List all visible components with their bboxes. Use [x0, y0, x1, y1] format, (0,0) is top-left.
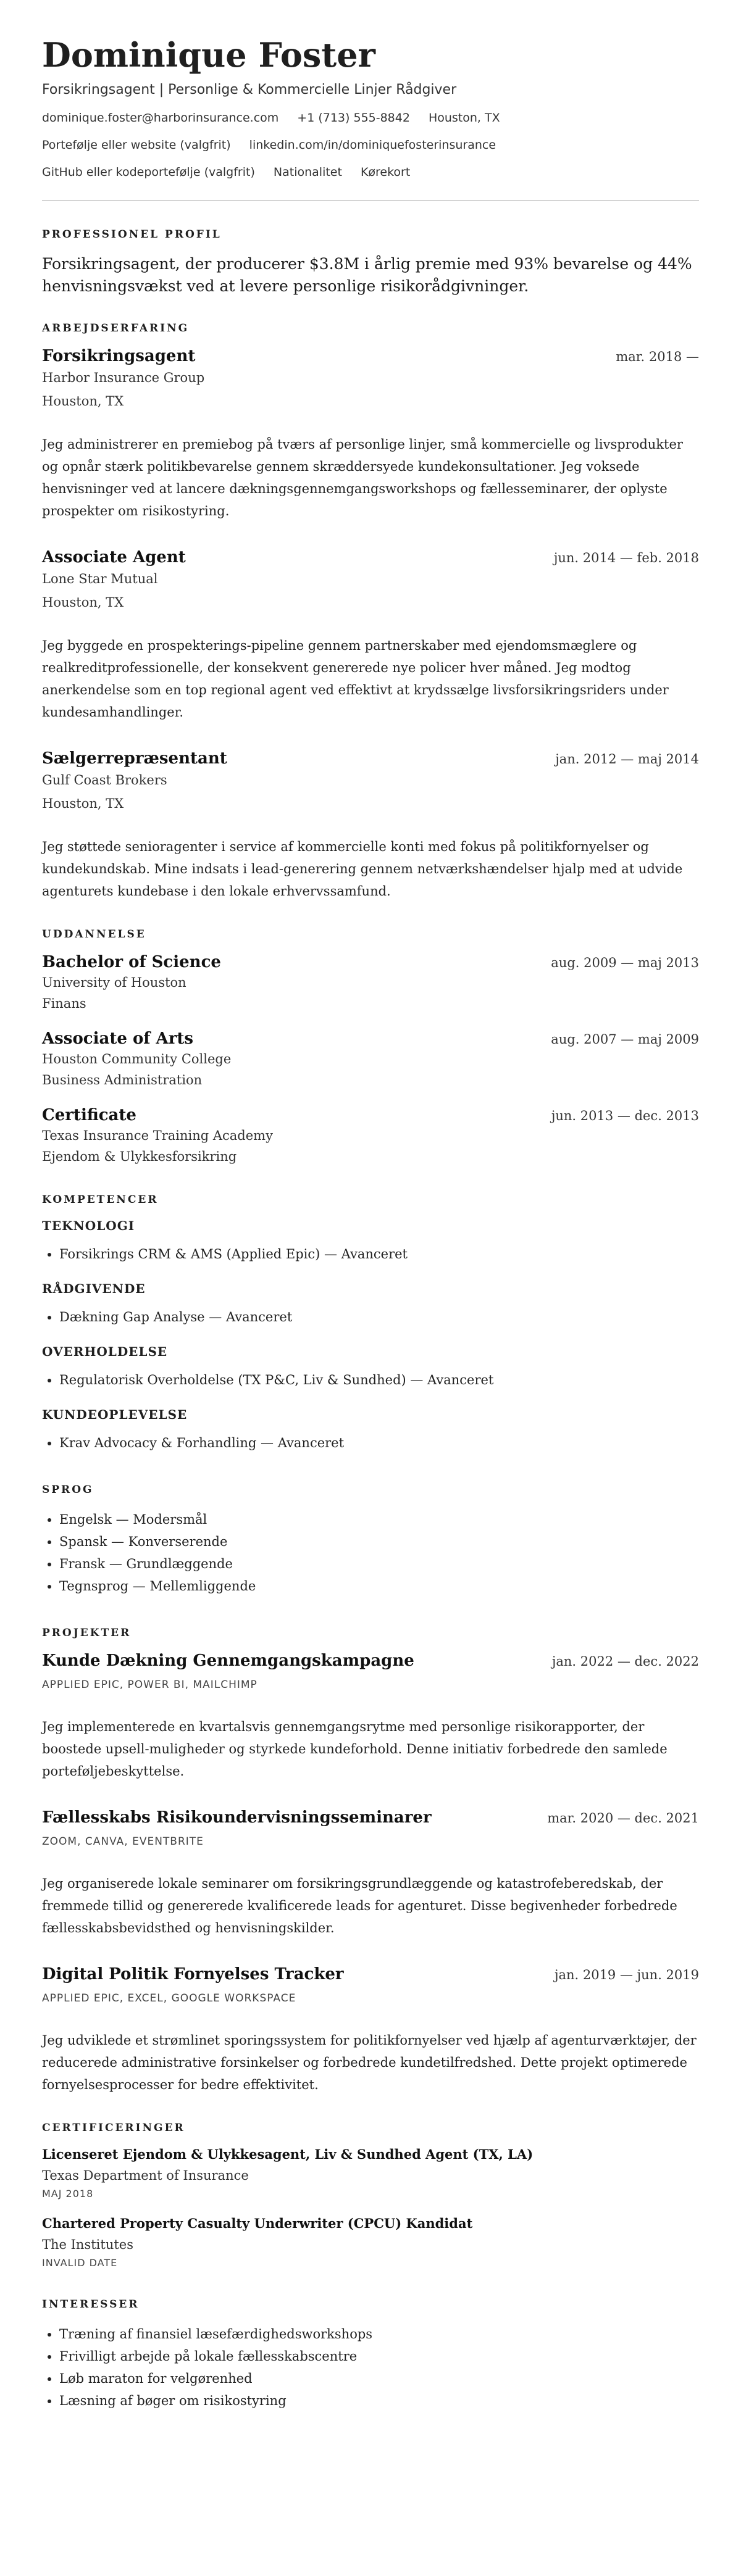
- certifications-section: [42, 2122, 699, 2269]
- education-section: [42, 928, 699, 1164]
- project-entry: [42, 1965, 699, 2096]
- project-name: Kunde Dækning Gennemgangskampagne: [42, 1652, 414, 1671]
- school: Houston Community College: [42, 1052, 232, 1067]
- certification-entry: [42, 2146, 699, 2200]
- skill-category: OVERHOLDELSE: [42, 1344, 168, 1360]
- cert-name: Chartered Property Casualty Underwriter (CPCU) Kandidat: [42, 2216, 473, 2232]
- job-title: Forsikringsagent: [42, 347, 196, 366]
- experience-entry: [42, 749, 699, 902]
- job-description: Jeg byggede en prospekterings-pipeline gennem partnerskaber med ejendomsmæglere og realkreditprofessionelle, der konsekvent genererede nye policer hver måned. Jeg modtog anerkendelse som en top regional agent ved effektivt at krydssælge livsforsikringsriders under kundesamhandlinger.: [42, 638, 669, 720]
- skill-item: • Forsikrings CRM & AMS (Applied Epic) — Avanceret: [59, 1243, 699, 1265]
- skill-list: [42, 1369, 699, 1391]
- entry-head: [42, 347, 699, 365]
- interest-item: • Løb maraton for velgørenhed: [59, 2367, 699, 2390]
- project-dates: jan. 2022 — dec. 2022: [551, 1654, 699, 1669]
- field-of-study: Ejendom & Ulykkesforsikring: [42, 1149, 237, 1165]
- languages-section: [42, 1484, 699, 1597]
- job-dates: mar. 2018 —: [616, 349, 699, 365]
- entry-head: [42, 1652, 699, 1670]
- interests-section: [42, 2298, 699, 2412]
- location: Houston, TX: [428, 111, 500, 125]
- experience-entry: [42, 347, 699, 522]
- section-title: UDDANNELSE: [42, 928, 146, 941]
- contact-row-3: [42, 165, 699, 179]
- language-list: [42, 1508, 699, 1597]
- language-item: • Engelsk — Modersmål: [59, 1508, 699, 1531]
- cert-name: Licenseret Ejendom & Ulykkesagent, Liv & Sundhed Agent (TX, LA): [42, 2146, 534, 2163]
- section-title: PROJEKTER: [42, 1627, 132, 1640]
- section-title: SPROG: [42, 1484, 94, 1497]
- interest-item: • Træning af finansiel læsefærdighedsworkshops: [59, 2323, 699, 2345]
- project-name: Digital Politik Fornyelses Tracker: [42, 1965, 344, 1984]
- job-description: Jeg administrerer en premiebog på tværs af personlige linjer, små kommercielle og livsprodukter og opnår stærk politikbevarelse gennem skræddersyede kundekonsultationer. Jeg voksede henvisninger ved at lancere dækningsgennemgangsworkshops og fællesseminarer, der oplyste prospekter om risikostyring.: [42, 437, 683, 519]
- skill-item: • Dækning Gap Analyse — Avanceret: [59, 1306, 699, 1328]
- nationality: Nationalitet: [273, 165, 342, 180]
- project-entry: [42, 1652, 699, 1782]
- skill-item: • Krav Advocacy & Forhandling — Avanceret: [59, 1432, 699, 1454]
- project-dates: jan. 2019 — jun. 2019: [554, 1967, 699, 1983]
- education-entry: [42, 1106, 699, 1164]
- project-tech: ZOOM, CANVA, EVENTBRITE: [42, 1835, 204, 1848]
- skill-category: KUNDEOPLEVELSE: [42, 1407, 188, 1423]
- job-dates: jan. 2012 — maj 2014: [555, 752, 699, 767]
- project-entry: [42, 1808, 699, 1939]
- section-title: INTERESSER: [42, 2298, 140, 2311]
- project-description: Jeg organiserede lokale seminarer om forsikringsgrundlæggende og katastrofeberedskab, der fremmede tillid og genererede kvalificerede leads for agenturet. Disse begivenheder forbedrede fællesskabsbevidsthed og henvisningskilder.: [42, 1876, 677, 1936]
- company: Lone Star Mutual: [42, 571, 158, 587]
- project-dates: mar. 2020 — dec. 2021: [547, 1811, 699, 1826]
- entry-head: [42, 953, 699, 971]
- resume-header: [42, 37, 699, 179]
- email-link[interactable]: dominique.foster@harborinsurance.com: [42, 111, 279, 125]
- portfolio-link[interactable]: Portefølje eller website (valgfrit): [42, 138, 231, 152]
- degree: Bachelor of Science: [42, 953, 221, 972]
- cert-issuer: The Institutes: [42, 2237, 133, 2253]
- cert-date: INVALID DATE: [42, 2257, 118, 2269]
- certification-entry: [42, 2216, 699, 2269]
- contact-row-1: [42, 111, 699, 125]
- profile-section: [42, 228, 699, 297]
- section-title: CERTIFICERINGER: [42, 2122, 185, 2135]
- section-title: KOMPETENCER: [42, 1194, 159, 1207]
- skill-list: [42, 1306, 699, 1328]
- school: Texas Insurance Training Academy: [42, 1128, 273, 1144]
- drivers-license: Kørekort: [360, 165, 411, 180]
- job-location: Houston, TX: [42, 595, 124, 610]
- skills-section: [42, 1194, 699, 1454]
- entry-head: [42, 1029, 699, 1048]
- linkedin-link[interactable]: linkedin.com/in/dominiquefosterinsurance: [249, 138, 496, 152]
- degree: Associate of Arts: [42, 1029, 194, 1049]
- candidate-name: Dominique Foster: [42, 35, 375, 75]
- language-item: • Fransk — Grundlæggende: [59, 1553, 699, 1575]
- entry-head: [42, 1106, 699, 1124]
- skill-list: [42, 1243, 699, 1265]
- interest-list: [42, 2323, 699, 2412]
- entry-head: [42, 1808, 699, 1827]
- job-title: Associate Agent: [42, 548, 186, 567]
- interest-item: • Frivilligt arbejde på lokale fællesskabscentre: [59, 2345, 699, 2367]
- entry-head: [42, 548, 699, 567]
- contact-row-2: [42, 138, 699, 152]
- cert-issuer: Texas Department of Insurance: [42, 2168, 249, 2183]
- job-title: Sælgerrepræsentant: [42, 749, 227, 768]
- interest-item: • Læsning af bøger om risikostyring: [59, 2390, 699, 2412]
- header-divider: [42, 200, 699, 201]
- project-name: Fællesskabs Risikoundervisningsseminarer: [42, 1808, 432, 1827]
- projects-section: [42, 1627, 699, 2096]
- headline: Forsikringsagent | Personlige & Kommercielle Linjer Rådgiver: [42, 82, 457, 98]
- field-of-study: Finans: [42, 996, 86, 1012]
- education-entry: [42, 1029, 699, 1087]
- school: University of Houston: [42, 975, 186, 991]
- skill-list: [42, 1432, 699, 1454]
- section-title: PROFESSIONEL PROFIL: [42, 228, 222, 241]
- language-item: • Tegnsprog — Mellemliggende: [59, 1575, 699, 1597]
- project-tech: APPLIED EPIC, POWER BI, MAILCHIMP: [42, 1679, 257, 1692]
- phone-number: +1 (713) 555-8842: [297, 111, 410, 125]
- language-item: • Spansk — Konverserende: [59, 1531, 699, 1553]
- degree: Certificate: [42, 1106, 136, 1125]
- project-description: Jeg udviklede et strømlinet sporingssystem for politikfornyelser ved hjælp af agenturværktøjer, der reducerede administrative forsinkelser og forbedrede kundetilfredshed. Dette projekt optimerede fornyelsesprocesser for bedre effektivitet.: [42, 2033, 697, 2093]
- company: Harbor Insurance Group: [42, 370, 205, 386]
- job-description: Jeg støttede senioragenter i service af kommercielle konti med fokus på politikfornyelser og kundekundskab. Mine indsats i lead-generering gennem netværkshændelser hjalp med at udvide agenturets kundebase i den lokale erhvervssamfund.: [42, 839, 683, 899]
- github-link[interactable]: GitHub eller kodeportefølje (valgfrit): [42, 165, 255, 180]
- edu-dates: aug. 2007 — maj 2009: [551, 1032, 699, 1047]
- cert-date: MAJ 2018: [42, 2188, 94, 2200]
- edu-dates: aug. 2009 — maj 2013: [551, 955, 699, 971]
- experience-entry: [42, 548, 699, 723]
- profile-summary: Forsikringsagent, der producerer $3.8M i årlig premie med 93% bevarelse og 44% henvisningsvækst ved at levere personlige risikorådgivninger.: [42, 255, 692, 296]
- field-of-study: Business Administration: [42, 1073, 203, 1088]
- education-entry: [42, 953, 699, 1011]
- job-location: Houston, TX: [42, 796, 124, 812]
- skill-item: • Regulatorisk Overholdelse (TX P&C, Liv & Sundhed) — Avanceret: [59, 1369, 699, 1391]
- project-description: Jeg implementerede en kvartalsvis gennemgangsrytme med personlige risikorapporter, der boostede upsell-muligheder og styrkede kundeforhold. Denne initiativ forbedrede den samlede porteføljebeskyttelse.: [42, 1719, 668, 1779]
- skill-category: TEKNOLOGI: [42, 1218, 135, 1234]
- edu-dates: jun. 2013 — dec. 2013: [551, 1108, 699, 1124]
- job-location: Houston, TX: [42, 394, 124, 409]
- job-dates: jun. 2014 — feb. 2018: [553, 551, 699, 566]
- entry-head: [42, 749, 699, 768]
- experience-section: [42, 322, 699, 902]
- company: Gulf Coast Brokers: [42, 773, 167, 788]
- project-tech: APPLIED EPIC, EXCEL, GOOGLE WORKSPACE: [42, 1992, 296, 2005]
- entry-head: [42, 1965, 699, 1984]
- section-title: ARBEJDSERFARING: [42, 322, 190, 335]
- skill-category: RÅDGIVENDE: [42, 1281, 146, 1297]
